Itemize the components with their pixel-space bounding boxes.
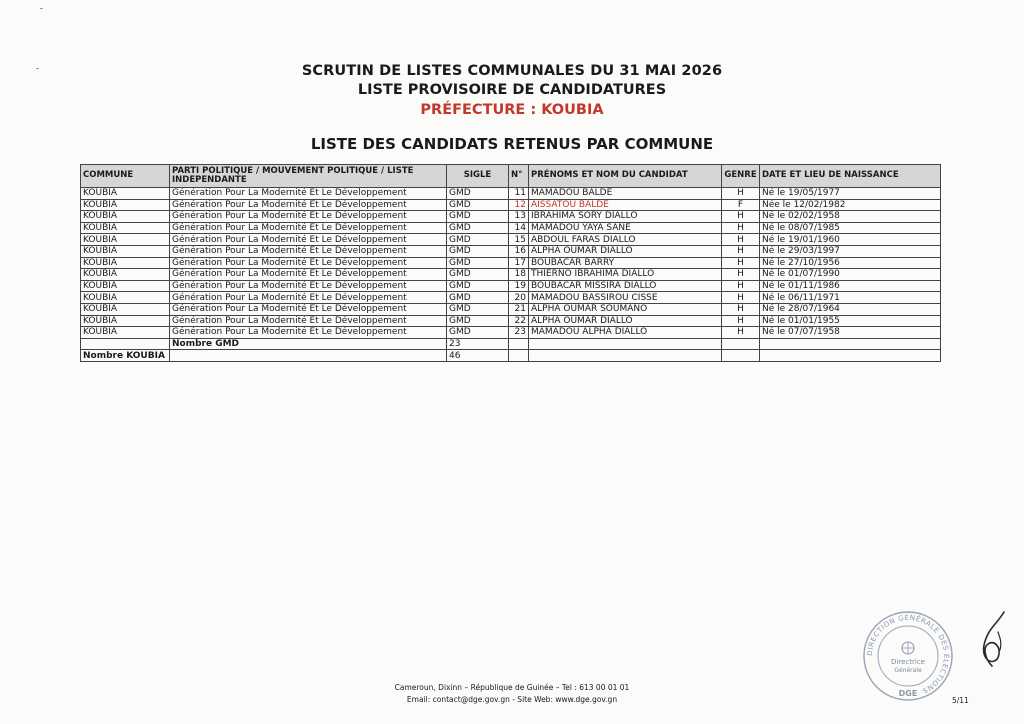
table-row	[81, 315, 941, 327]
cell-genre: H	[722, 315, 760, 327]
cell-naissance: Né le 29/03/1997	[760, 245, 941, 257]
cell-genre: H	[722, 211, 760, 223]
section-title: LISTE DES CANDIDATS RETENUS PAR COMMUNE	[310, 135, 714, 153]
cell-parti: Génération Pour La Modernité Et Le Développement	[170, 280, 447, 292]
cell-sigle: GMD	[447, 211, 509, 223]
cell-parti: Génération Pour La Modernité Et Le Développement	[170, 211, 447, 223]
subtotal-empty-cell	[81, 338, 170, 350]
cell-genre: H	[722, 188, 760, 200]
table-row	[81, 234, 941, 246]
cell-nom: BOUBACAR BARRY	[529, 257, 722, 269]
scan-speck	[40, 8, 43, 9]
cell-num: 15	[509, 234, 529, 246]
cell-parti: Génération Pour La Modernité Et Le Développement	[170, 292, 447, 304]
cell-naissance: Né le 19/05/1977	[760, 188, 941, 200]
cell-nom: ALPHA OUMAR DIALLO	[529, 315, 722, 327]
cell-sigle: GMD	[447, 188, 509, 200]
cell-nom: MAMADOU BALDÉ	[529, 188, 722, 200]
cell-commune: KOUBIA	[81, 327, 170, 339]
cell-commune: KOUBIA	[81, 245, 170, 257]
cell-nom: ALPHA OUMAR DIALLO	[529, 245, 722, 257]
cell-genre: H	[722, 257, 760, 269]
cell-num: 13	[509, 211, 529, 223]
cell-commune: KOUBIA	[81, 211, 170, 223]
cell-commune: KOUBIA	[81, 280, 170, 292]
stamp-center-line1: Directrice	[891, 658, 925, 666]
table-row	[81, 292, 941, 304]
total-empty-cell	[170, 350, 447, 362]
cell-parti: Génération Pour La Modernité Et Le Développement	[170, 257, 447, 269]
cell-num: 12	[509, 199, 529, 211]
cell-genre: H	[722, 245, 760, 257]
cell-naissance: Né le 08/07/1985	[760, 222, 941, 234]
table-row	[81, 257, 941, 269]
cell-num: 18	[509, 269, 529, 281]
cell-num: 22	[509, 315, 529, 327]
cell-naissance: Né le 01/11/1986	[760, 280, 941, 292]
cell-nom: MAMADOU ALPHA DIALLO	[529, 327, 722, 339]
table-row	[81, 303, 941, 315]
column-header-nom: PRÉNOMS ET NOM DU CANDIDAT	[529, 165, 722, 188]
subtotal-label: Nombre GMD	[170, 338, 447, 350]
emblem-icon	[902, 642, 914, 654]
cell-commune: KOUBIA	[81, 292, 170, 304]
cell-genre: H	[722, 280, 760, 292]
cell-naissance: Né le 07/07/1958	[760, 327, 941, 339]
cell-nom: IBRAHIMA SORY DIALLO	[529, 211, 722, 223]
total-empty-cell	[509, 350, 529, 362]
table-row	[81, 188, 941, 200]
table-row	[81, 222, 941, 234]
cell-nom: AISSATOU BALDE	[529, 199, 722, 211]
cell-sigle: GMD	[447, 257, 509, 269]
cell-nom: ABDOUL FARAS DIALLO	[529, 234, 722, 246]
subtotal-empty-cell	[529, 338, 722, 350]
column-header-num: N°	[509, 165, 529, 188]
cell-parti: Génération Pour La Modernité Et Le Développement	[170, 269, 447, 281]
column-header-genre: GENRE	[722, 165, 760, 188]
table-row	[81, 280, 941, 292]
cell-naissance: Né le 19/01/1960	[760, 234, 941, 246]
cell-num: 19	[509, 280, 529, 292]
cell-parti: Génération Pour La Modernité Et Le Développement	[170, 327, 447, 339]
cell-parti: Génération Pour La Modernité Et Le Développement	[170, 303, 447, 315]
cell-genre: H	[722, 303, 760, 315]
footer-address: Cameroun, Dixinn – République de Guinée – Tel : 613 00 01 01	[394, 683, 630, 692]
subtotal-row	[81, 338, 941, 350]
cell-parti: Génération Pour La Modernité Et Le Développement	[170, 222, 447, 234]
cell-sigle: GMD	[447, 280, 509, 292]
subtotal-value: 23	[447, 338, 509, 350]
table-row	[81, 269, 941, 281]
cell-num: 23	[509, 327, 529, 339]
cell-naissance: Né le 06/11/1971	[760, 292, 941, 304]
cell-nom: MAMADOU BASSIROU CISSE	[529, 292, 722, 304]
total-row	[81, 350, 941, 362]
cell-naissance: Né le 02/02/1958	[760, 211, 941, 223]
total-empty-cell	[529, 350, 722, 362]
table-row	[81, 245, 941, 257]
cell-sigle: GMD	[447, 234, 509, 246]
cell-naissance: Née le 12/02/1982	[760, 199, 941, 211]
cell-genre: H	[722, 234, 760, 246]
cell-genre: F	[722, 199, 760, 211]
cell-num: 17	[509, 257, 529, 269]
candidates-table	[80, 164, 941, 362]
cell-sigle: GMD	[447, 303, 509, 315]
cell-nom: THIERNO IBRAHIMA DIALLO	[529, 269, 722, 281]
cell-sigle: GMD	[447, 327, 509, 339]
footer-contact: Email: contact@dge.gov.gn - Site Web: www.dge.gov.gn	[406, 695, 618, 704]
page-number: 5/11	[952, 696, 969, 705]
cell-commune: KOUBIA	[81, 315, 170, 327]
prefecture-title: PRÉFECTURE : KOUBIA	[420, 102, 604, 118]
cell-nom: ALPHA OUMAR SOUMANO	[529, 303, 722, 315]
cell-sigle: GMD	[447, 199, 509, 211]
cell-commune: KOUBIA	[81, 303, 170, 315]
total-label: Nombre KOUBIA	[81, 350, 170, 362]
table-header-row	[81, 165, 941, 188]
cell-sigle: GMD	[447, 269, 509, 281]
cell-commune: KOUBIA	[81, 234, 170, 246]
stamp-center-line2: Générale	[894, 667, 922, 674]
cell-sigle: GMD	[447, 245, 509, 257]
cell-num: 20	[509, 292, 529, 304]
cell-commune: KOUBIA	[81, 199, 170, 211]
total-value: 46	[447, 350, 509, 362]
cell-genre: H	[722, 269, 760, 281]
cell-nom: MAMADOU YAYA SANE	[529, 222, 722, 234]
cell-genre: H	[722, 292, 760, 304]
table-row	[81, 199, 941, 211]
subtotal-empty-cell	[722, 338, 760, 350]
table-row	[81, 211, 941, 223]
column-header-commune: COMMUNE	[81, 165, 170, 188]
cell-num: 21	[509, 303, 529, 315]
cell-parti: Génération Pour La Modernité Et Le Développement	[170, 234, 447, 246]
cell-commune: KOUBIA	[81, 257, 170, 269]
cell-commune: KOUBIA	[81, 222, 170, 234]
cell-commune: KOUBIA	[81, 188, 170, 200]
cell-sigle: GMD	[447, 222, 509, 234]
cell-parti: Génération Pour La Modernité Et Le Développement	[170, 188, 447, 200]
document-title: SCRUTIN DE LISTES COMMUNALES DU 31 MAI 2026	[301, 63, 723, 79]
handwritten-signature	[968, 604, 1018, 674]
cell-num: 11	[509, 188, 529, 200]
cell-genre: H	[722, 327, 760, 339]
cell-parti: Génération Pour La Modernité Et Le Développement	[170, 199, 447, 211]
column-header-sigle: SIGLE	[447, 165, 509, 188]
document-subtitle: LISTE PROVISOIRE DE CANDIDATURES	[357, 82, 667, 98]
cell-naissance: Né le 01/01/1955	[760, 315, 941, 327]
cell-nom: BOUBACAR MISSIRA DIALLO	[529, 280, 722, 292]
table-row	[81, 327, 941, 339]
cell-parti: Génération Pour La Modernité Et Le Développement	[170, 245, 447, 257]
subtotal-empty-cell	[760, 338, 941, 350]
total-empty-cell	[760, 350, 941, 362]
column-header-naissance: DATE ET LIEU DE NAISSANCE	[760, 165, 941, 188]
cell-commune: KOUBIA	[81, 269, 170, 281]
subtotal-empty-cell	[509, 338, 529, 350]
stamp-ring-text: DIRECTION GÉNÉRALE DES ÉLECTIONS	[865, 613, 951, 695]
cell-num: 14	[509, 222, 529, 234]
stamp-bottom: DGE	[898, 689, 918, 698]
cell-parti: Génération Pour La Modernité Et Le Développement	[170, 315, 447, 327]
cell-naissance: Né le 27/10/1956	[760, 257, 941, 269]
cell-num: 16	[509, 245, 529, 257]
table-body	[81, 188, 941, 362]
column-header-parti: PARTI POLITIQUE / MOUVEMENT POLITIQUE / LISTE INDEPENDANTE	[170, 165, 447, 188]
cell-genre: H	[722, 222, 760, 234]
total-empty-cell	[722, 350, 760, 362]
cell-sigle: GMD	[447, 315, 509, 327]
cell-sigle: GMD	[447, 292, 509, 304]
cell-naissance: Né le 28/07/1964	[760, 303, 941, 315]
cell-naissance: Né le 01/07/1990	[760, 269, 941, 281]
